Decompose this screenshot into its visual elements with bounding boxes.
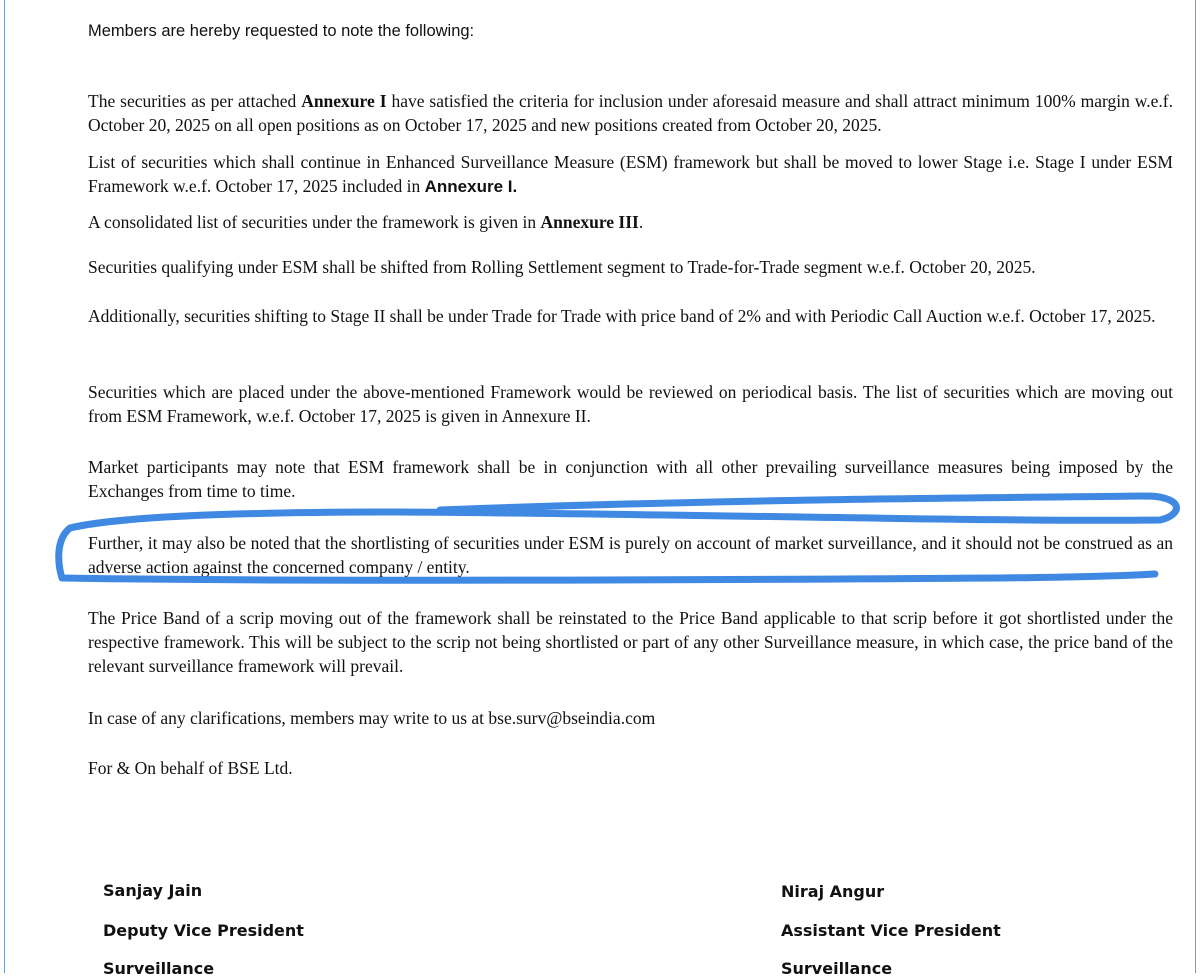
signatory-right-title: Assistant Vice President bbox=[781, 921, 1001, 940]
paragraph-review: Securities which are placed under the above-mentioned Framework would be reviewed on periodical basis. The list of securities which are moving out from ESM Framework, w.e.f. October 17, 2025 is given in Annexure II. bbox=[88, 382, 1173, 426]
paragraph-highlighted-note: Further, it may also be noted that the shortlisting of securities under ESM is purely on account of market surveillance, and it should not be construed as an adverse action against the concerned company / entity. bbox=[88, 533, 1173, 577]
page-border-right bbox=[1195, 0, 1196, 973]
paragraph-on-behalf: For & On behalf of BSE Ltd. bbox=[88, 758, 293, 778]
paragraph-annexure-inclusion bbox=[88, 89, 1173, 137]
signatory-left-name: Sanjay Jain bbox=[103, 881, 203, 900]
annexure-i-ref: Annexure I bbox=[301, 91, 387, 111]
p3-text: A consolidated list of securities under the framework is given in bbox=[88, 212, 541, 232]
intro-text: Members are hereby requested to note the following: bbox=[88, 22, 475, 40]
paragraph-price-band: The Price Band of a scrip moving out of the framework shall be reinstated to the Price Band applicable to that scrip before it got shortlisted under the respective framework. This will be subject to the scrip not being shortlisted or part of any other Surveillance measure, in which case, the price band of the relevant surveillance framework will prevail. bbox=[88, 608, 1173, 676]
annexure-i-ref-2: Annexure I. bbox=[424, 177, 518, 196]
signatory-right-name: Niraj Angur bbox=[781, 882, 885, 901]
paragraph-stage-move bbox=[88, 150, 1173, 199]
page-border-left bbox=[4, 0, 5, 973]
p1-text: The securities as per attached bbox=[88, 91, 302, 111]
paragraph-stage-ii: Additionally, securities shifting to Stage II shall be under Trade for Trade with price band of 2% and with Periodic Call Auction w.e.f. October 17, 2025. bbox=[88, 306, 1156, 326]
paragraph-clarifications: In case of any clarifications, members may write to us at bse.surv@bseindia.com bbox=[88, 708, 656, 728]
paragraph-trade-for-trade: Securities qualifying under ESM shall be shifted from Rolling Settlement segment to Trade-for-Trade segment w.e.f. October 20, 2025. bbox=[88, 257, 1036, 277]
paragraph-conjunction: Market participants may note that ESM framework shall be in conjunction with all other prevailing surveillance measures being imposed by the Exchanges from time to time. bbox=[88, 457, 1173, 501]
signatory-right-dept: Surveillance bbox=[781, 959, 893, 978]
p1-text-end: have satisfied the criteria for inclusion under aforesaid measure and shall attract minimum 100% margin w.e.f. October 20, 2025 on all open positions as on October 17, 2025 and new positions created from October 20, 2025. bbox=[88, 91, 1173, 135]
annexure-iii-ref: Annexure III bbox=[540, 212, 639, 232]
signatory-left-title: Deputy Vice President bbox=[103, 921, 304, 940]
paragraph-consolidated-list bbox=[88, 210, 1173, 234]
p2-text: List of securities which shall continue in Enhanced Surveillance Measure (ESM) framework but shall be moved to lower Stage i.e. Stage I under ESM Framework w.e.f. October 17, 2025 included in bbox=[88, 152, 1173, 196]
p3-text-end: . bbox=[638, 212, 644, 232]
signatory-left-dept: Surveillance bbox=[103, 959, 215, 978]
